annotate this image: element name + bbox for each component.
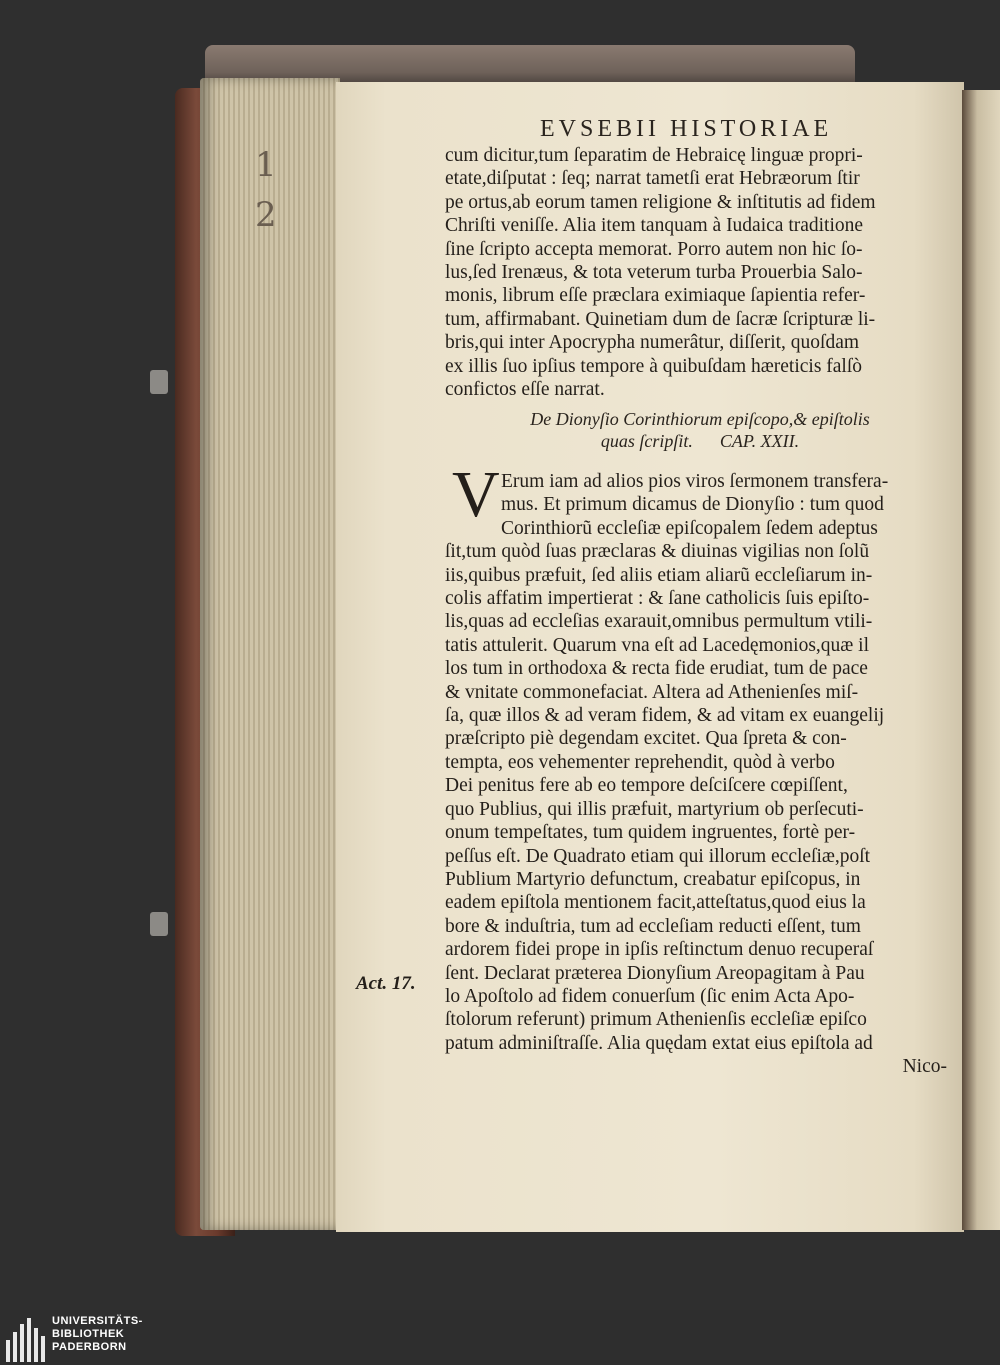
text-line: tum, affirmabant. Quinetiam dum de ſacræ ſcripturæ li- bbox=[445, 308, 876, 330]
text-block-top bbox=[445, 144, 955, 401]
text-line: colis affatim impertierat : & ſane catholicis ſuis epiſto- bbox=[445, 588, 870, 610]
text-line: etate,diſputat : ſeq; narrat tametſi erat Hebræorum ſtir bbox=[445, 168, 860, 190]
text-line: cum dicitur,tum ſeparatim de Hebraicę linguæ propri- bbox=[445, 145, 863, 166]
text-line: Publium Martyrio defunctum, creabatur epiſcopus, in bbox=[445, 868, 861, 890]
text-line: ſine ſcripto accepta memorat. Porro autem non hic ſo- bbox=[445, 238, 863, 260]
catchword: Nico- bbox=[902, 1056, 947, 1078]
logo-line2: BIBLIOTHEK bbox=[52, 1328, 125, 1340]
text-line: præſcripto piè degendam excitet. Qua ſpreta & con- bbox=[445, 728, 847, 750]
library-logo-text bbox=[52, 1315, 143, 1354]
text-line: ſent. Declarat præterea Dionyſium Areopagitam à Pau bbox=[445, 962, 865, 984]
logo-line1: UNIVERSITÄTS- bbox=[52, 1315, 143, 1327]
text-line: ſa, quæ illos & ad veram fidem, & ad vitam ex euangelij bbox=[445, 705, 885, 727]
text-line: mus. Et primum dicamus de Dionyſio : tum quod bbox=[501, 494, 884, 516]
library-logo-icon bbox=[6, 1318, 46, 1362]
clasp-lower bbox=[150, 912, 168, 936]
running-head: EVSEBII HISTORIAE bbox=[540, 116, 833, 142]
page-edges bbox=[200, 78, 340, 1230]
text-line: pe ortus,ab eorum tamen religione & inſtitutis ad fidem bbox=[445, 191, 876, 213]
text-line: bore & induſtria, tum ad eccleſiam reducti eſſent, tum bbox=[445, 915, 861, 937]
text-line: Erum iam ad alios pios viros ſermonem transfera- bbox=[501, 471, 889, 492]
text-line: Chriſti veniſſe. Alia item tanquam à Iudaica traditione bbox=[445, 215, 864, 237]
logo-line3: PADERBORN bbox=[52, 1341, 127, 1353]
text-line: peſſus eſt. De Quadrato etiam qui illorum eccleſiæ,poſt bbox=[445, 845, 871, 867]
text-line: ardorem fidei prope in ipſis reſtinctum denuo recuperaſ bbox=[445, 939, 874, 961]
text-line: & vnitate commonefaciat. Altera ad Athenienſes miſ- bbox=[445, 681, 859, 703]
text-line: Dei penitus fere ab eo tempore deſciſcere cœpiſſent, bbox=[445, 775, 848, 797]
text-line: los tum in orthodoxa & recta fide erudiat, tum de pace bbox=[445, 658, 868, 680]
text-line: Corinthiorũ eccleſiæ epiſcopalem ſedem adeptus bbox=[501, 517, 878, 539]
text-line: onum tempeſtates, tum quidem ingruentes, fortè per- bbox=[445, 822, 856, 844]
text-line: quo Publius, qui illis præfuit, martyrium ob perſecuti- bbox=[445, 798, 864, 820]
chapter-heading bbox=[445, 408, 955, 452]
facing-page-edge bbox=[962, 90, 1000, 1230]
text-line: ex illis ſuo ipſius tempore à quibuſdam hæreticis falſò bbox=[445, 355, 863, 377]
chapter-heading-line1: De Dionyſio Corinthiorum epiſcopo,& epiſtolis bbox=[530, 409, 870, 429]
chapter-heading-line2: quas ſcripſit. CAP. XXII. bbox=[600, 431, 800, 451]
footer-bar bbox=[0, 1310, 1000, 1365]
text-line: patum adminiſtraſſe. Alia quędam extat eius epiſtola ad bbox=[445, 1032, 873, 1054]
text-line: tatis attulerit. Quarum vna eſt ad Lacedęmonios,quæ il bbox=[445, 634, 870, 656]
text-line: eadem epiſtola mentionem facit,atteſtatus,quod eius la bbox=[445, 892, 866, 914]
text-line: lis,quas ad eccleſias exarauit,omnibus permultum vtili- bbox=[445, 611, 873, 633]
text-line: ſit,tum quòd ſuas præclaras & diuinas vigilias non ſolũ bbox=[445, 541, 870, 563]
text-block-main bbox=[445, 470, 955, 1079]
text-line: ſtolorum referunt) primum Athenienſis eccleſiæ epiſco bbox=[445, 1009, 867, 1031]
spine-mark: 1 2 bbox=[255, 145, 285, 235]
drop-cap: V bbox=[452, 458, 500, 531]
text-line: tempta, eos vehementer reprehendit, quòd à verbo bbox=[445, 751, 835, 773]
clasp-upper bbox=[150, 370, 168, 394]
text-line: lo Apoſtolo ad fidem conuerſum (ſic enim Acta Apo- bbox=[445, 985, 855, 1007]
text-line: monis, librum eſſe præclara eximiaque ſapientia refer- bbox=[445, 285, 866, 307]
text-line: iis,quibus præfuit, ſed aliis etiam aliarũ eccleſiarum in- bbox=[445, 564, 873, 586]
text-line: lus,ſed Irenæus, & tota veterum turba Prouerbia Salo- bbox=[445, 262, 863, 284]
text-line: confictos eſſe narrat. bbox=[445, 379, 605, 401]
text-line: bris,qui inter Apocrypha numerâtur, diſſerit, quoſdam bbox=[445, 332, 860, 354]
marginal-note: Act. 17. bbox=[356, 973, 416, 994]
